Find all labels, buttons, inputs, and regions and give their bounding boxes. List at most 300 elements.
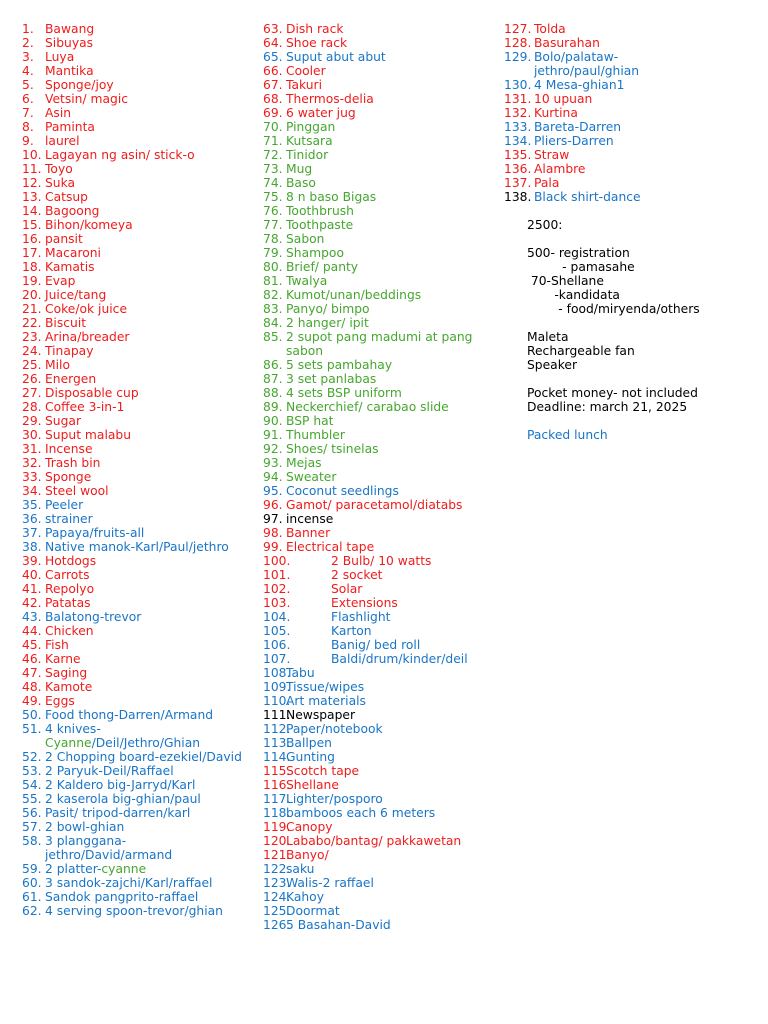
item-text-part: 6 water jug — [286, 106, 356, 120]
item-text — [45, 204, 242, 218]
item-text — [331, 582, 488, 596]
item-text-part: Toothpaste — [286, 218, 354, 232]
item-text-part: Papaya/fruits-all — [45, 526, 145, 540]
list-item — [22, 568, 242, 582]
item-number: 77. — [263, 218, 283, 232]
item-text — [286, 708, 488, 722]
item-number: 65. — [263, 50, 283, 64]
item-text-part: BSP hat — [286, 414, 334, 428]
item-text — [534, 78, 719, 92]
item-text — [534, 190, 719, 204]
list-item — [22, 372, 242, 386]
list-item — [263, 330, 488, 358]
item-text-part: Tissue/wipes — [286, 680, 365, 694]
item-text-part: Karne — [45, 652, 81, 666]
item-number: 72. — [263, 148, 283, 162]
list-item — [263, 148, 488, 162]
item-number: 102. — [263, 582, 291, 596]
item-text-part: 2 socket — [331, 568, 383, 582]
item-text — [286, 36, 488, 50]
item-text-part: 2 platter- — [45, 862, 102, 876]
list-item — [22, 554, 242, 568]
note-line: Deadline: march 21, 2025 — [527, 400, 688, 414]
item-text — [331, 554, 488, 568]
item-text-part: Biscuit — [45, 316, 87, 330]
list-item — [263, 694, 488, 708]
item-text-part: 2 kaserola big-ghian/paul — [45, 792, 201, 806]
item-text-part: Shoes/ tsinelas — [286, 442, 379, 456]
item-number: 117. — [263, 792, 291, 806]
list-item — [263, 638, 488, 652]
item-text — [534, 176, 719, 190]
list-item — [263, 162, 488, 176]
item-text-part: Macaroni — [45, 246, 101, 260]
item-text-part: Bolo/palataw-jethro/paul/ghian — [534, 50, 640, 78]
item-number: 71. — [263, 134, 283, 148]
item-text — [286, 904, 488, 918]
item-number: 69. — [263, 106, 283, 120]
item-number: 126. — [263, 918, 291, 932]
item-text — [45, 246, 242, 260]
item-text — [45, 134, 242, 148]
item-text-part: 5 sets pambahay — [286, 358, 393, 372]
list-item — [263, 918, 488, 932]
item-number: 118. — [263, 806, 291, 820]
list-item — [22, 526, 242, 540]
item-text-part: Lagayan ng asin/ stick-o — [45, 148, 195, 162]
item-text — [534, 162, 719, 176]
item-text — [45, 484, 242, 498]
item-text-part: Tinidor — [286, 148, 329, 162]
list-item — [263, 78, 488, 92]
item-text — [331, 568, 488, 582]
item-text-part: Food thong-Darren/Armand — [45, 708, 214, 722]
item-text-part: bamboos each 6 meters — [286, 806, 436, 820]
item-text-part: Toothbrush — [286, 204, 354, 218]
item-number: 32. — [22, 456, 42, 470]
item-number: 97. — [263, 512, 283, 526]
item-number: 24. — [22, 344, 42, 358]
item-text-part: Pala — [534, 176, 560, 190]
item-number: 39. — [22, 554, 42, 568]
item-number: 93. — [263, 456, 283, 470]
list-item — [22, 624, 242, 638]
item-text-part: Vetsin/ magic — [45, 92, 129, 106]
list-item — [22, 638, 242, 652]
note-line: Maleta — [527, 330, 569, 344]
list-item — [263, 64, 488, 78]
item-text — [45, 78, 242, 92]
item-text-part: laurel — [45, 134, 80, 148]
item-text-part: 2 Kaldero big-Jarryd/Karl — [45, 778, 196, 792]
item-text-part: Thermos-delia — [286, 92, 374, 106]
list-item — [263, 372, 488, 386]
item-number: 11. — [22, 162, 42, 176]
item-text — [286, 540, 488, 554]
list-item — [263, 106, 488, 120]
item-text — [45, 372, 242, 386]
item-number: 84. — [263, 316, 283, 330]
item-text — [45, 232, 242, 246]
item-number: 95. — [263, 484, 283, 498]
item-text — [45, 806, 242, 820]
item-number: 137. — [504, 176, 532, 190]
item-text-part: Suka — [45, 176, 76, 190]
item-number: 136. — [504, 162, 532, 176]
note-line: Speaker — [527, 358, 578, 372]
item-text — [45, 652, 242, 666]
list-item — [263, 610, 488, 624]
item-number: 119. — [263, 820, 291, 834]
list-item — [263, 260, 488, 274]
item-number: 35. — [22, 498, 42, 512]
item-text — [45, 64, 242, 78]
item-number: 123. — [263, 876, 291, 890]
item-number: 5. — [22, 78, 34, 92]
item-text-part: 3 planggana-jethro/David/armand — [45, 834, 173, 862]
item-number: 45. — [22, 638, 42, 652]
list-item — [263, 50, 488, 64]
item-text — [286, 792, 488, 806]
item-text — [286, 498, 488, 512]
item-number: 90. — [263, 414, 283, 428]
list-item — [263, 596, 488, 610]
item-text — [45, 316, 242, 330]
list-item — [263, 862, 488, 876]
item-text-part: Extensions — [331, 596, 398, 610]
item-text — [45, 750, 242, 764]
item-number: 18. — [22, 260, 42, 274]
item-text — [286, 414, 488, 428]
item-text-part: Flashlight — [331, 610, 391, 624]
item-text-part: Paminta — [45, 120, 95, 134]
note-line: 70-Shellane — [527, 274, 604, 288]
list-item — [263, 498, 488, 512]
list-item — [263, 232, 488, 246]
item-text-part: 3 sandok-zajchi/Karl/raffael — [45, 876, 213, 890]
list-item — [504, 50, 719, 78]
item-number: 101. — [263, 568, 291, 582]
item-text-part: 2 bowl-ghian — [45, 820, 125, 834]
list-item — [263, 848, 488, 862]
item-text — [286, 470, 488, 484]
list-item — [263, 582, 488, 596]
item-number: 80. — [263, 260, 283, 274]
item-text-part: Milo — [45, 358, 70, 372]
item-text — [45, 190, 242, 204]
item-text — [286, 890, 488, 904]
list-item — [263, 442, 488, 456]
item-text — [286, 316, 488, 330]
item-number: 56. — [22, 806, 42, 820]
item-text-part: Asin — [45, 106, 72, 120]
item-text-part: Balatong-trevor — [45, 610, 142, 624]
item-number: 131. — [504, 92, 532, 106]
list-item — [22, 792, 242, 806]
list-item — [263, 750, 488, 764]
item-text — [534, 22, 719, 36]
item-text-part: Ballpen — [286, 736, 332, 750]
item-number: 100. — [263, 554, 291, 568]
item-text-part: Bihon/komeya — [45, 218, 133, 232]
list-item — [263, 708, 488, 722]
list-item — [263, 680, 488, 694]
list-item — [22, 358, 242, 372]
list-item — [504, 162, 719, 176]
item-text-part: 2 supot pang madumi at pang sabon — [286, 330, 473, 358]
note-line: - food/miryenda/others — [527, 302, 700, 316]
item-text — [286, 148, 488, 162]
list-item — [263, 484, 488, 498]
item-text — [286, 232, 488, 246]
item-text-part: Walis-2 raffael — [286, 876, 374, 890]
item-text — [286, 274, 488, 288]
item-text-part: Suput malabu — [45, 428, 131, 442]
item-text-part: Baso — [286, 176, 316, 190]
item-number: 64. — [263, 36, 283, 50]
item-number: 16. — [22, 232, 42, 246]
item-text-part: Paper/notebook — [286, 722, 383, 736]
item-text — [45, 792, 242, 806]
item-text — [45, 106, 242, 120]
note-line — [527, 316, 757, 330]
item-text-part: strainer — [45, 512, 93, 526]
item-text-part: 2 hanger/ ipit — [286, 316, 369, 330]
item-text-part: Lababo/bantag/ pakkawetan — [286, 834, 462, 848]
list-item — [263, 400, 488, 414]
item-text — [286, 64, 488, 78]
item-text — [45, 904, 242, 918]
item-number: 66. — [263, 64, 283, 78]
item-number: 88. — [263, 386, 283, 400]
list-item — [263, 470, 488, 484]
list-item — [504, 120, 719, 134]
item-text-part: 4 knives- — [45, 722, 101, 736]
item-number: 54. — [22, 778, 42, 792]
item-text-part: Shampoo — [286, 246, 344, 260]
item-text-part: Chicken — [45, 624, 94, 638]
note-line: 500- registration — [527, 246, 630, 260]
item-text — [45, 162, 242, 176]
item-text-part: Baldi/drum/kinder/deil — [331, 652, 468, 666]
item-text-part: Straw — [534, 148, 570, 162]
item-text-part: /Deil/Jethro/Ghian — [91, 736, 201, 750]
item-number: 78. — [263, 232, 283, 246]
item-number: 135. — [504, 148, 532, 162]
item-number: 27. — [22, 386, 42, 400]
item-text — [286, 526, 488, 540]
item-number: 2. — [22, 36, 34, 50]
list-item — [22, 764, 242, 778]
item-text — [286, 22, 488, 36]
list-item — [22, 778, 242, 792]
list-item — [22, 246, 242, 260]
item-text-part: 10 upuan — [534, 92, 593, 106]
item-number: 113. — [263, 736, 291, 750]
item-text-part: Sweater — [286, 470, 337, 484]
item-number: 130. — [504, 78, 532, 92]
item-text — [286, 736, 488, 750]
item-number: 34. — [22, 484, 42, 498]
item-text — [45, 344, 242, 358]
item-text — [45, 22, 242, 36]
item-number: 85. — [263, 330, 283, 344]
item-number: 58. — [22, 834, 42, 848]
item-number: 20. — [22, 288, 42, 302]
list-item — [22, 288, 242, 302]
item-text-part: Thumbler — [286, 428, 345, 442]
item-number: 10. — [22, 148, 42, 162]
item-text — [286, 848, 488, 862]
item-number: 9. — [22, 134, 34, 148]
list-item — [263, 512, 488, 526]
list-item — [22, 512, 242, 526]
list-item — [263, 834, 488, 848]
list-item — [22, 162, 242, 176]
item-number: 25. — [22, 358, 42, 372]
list-item — [22, 190, 242, 204]
item-number: 99. — [263, 540, 283, 554]
list-item — [263, 554, 488, 568]
item-text-part: Kahoy — [286, 890, 324, 904]
item-text — [286, 680, 488, 694]
list-item — [263, 526, 488, 540]
list-item — [263, 302, 488, 316]
item-text-part: Toyo — [45, 162, 73, 176]
item-number: 70. — [263, 120, 283, 134]
item-number: 52. — [22, 750, 42, 764]
item-number: 26. — [22, 372, 42, 386]
item-number: 128. — [504, 36, 532, 50]
list-item — [22, 498, 242, 512]
item-text — [286, 484, 488, 498]
item-number: 42. — [22, 596, 42, 610]
item-text-part: Suput abut abut — [286, 50, 386, 64]
item-text-part: Electrical tape — [286, 540, 375, 554]
item-text — [286, 190, 488, 204]
item-number: 68. — [263, 92, 283, 106]
item-text — [45, 526, 242, 540]
item-number: 133. — [504, 120, 532, 134]
list-item — [263, 568, 488, 582]
item-text — [45, 456, 242, 470]
list-item — [263, 120, 488, 134]
item-text — [45, 288, 242, 302]
item-text — [45, 358, 242, 372]
budget-notes — [527, 218, 757, 442]
item-text-part: Cooler — [286, 64, 326, 78]
item-number: 50. — [22, 708, 42, 722]
list-item — [22, 666, 242, 680]
item-text — [534, 120, 719, 134]
item-number: 112. — [263, 722, 291, 736]
item-text — [45, 778, 242, 792]
item-text — [286, 92, 488, 106]
item-number: 46. — [22, 652, 42, 666]
item-text-part: 2 Paryuk-Deil/Raffael — [45, 764, 174, 778]
item-text — [534, 36, 719, 50]
item-text — [286, 260, 488, 274]
list-item — [263, 22, 488, 36]
item-number: 62. — [22, 904, 42, 918]
list-item — [22, 78, 242, 92]
list-item — [22, 484, 242, 498]
list-item — [22, 680, 242, 694]
item-text — [45, 442, 242, 456]
item-number: 61. — [22, 890, 42, 904]
item-text — [331, 638, 488, 652]
list-item — [22, 652, 242, 666]
item-text — [286, 442, 488, 456]
item-text-part: Kurtina — [534, 106, 578, 120]
item-text-part: Kamatis — [45, 260, 95, 274]
item-text-part: 8 n baso Bigas — [286, 190, 377, 204]
list-item — [263, 428, 488, 442]
item-text — [45, 540, 242, 554]
item-number: 92. — [263, 442, 283, 456]
list-item — [504, 36, 719, 50]
item-text-part: Luya — [45, 50, 75, 64]
item-number: 59. — [22, 862, 42, 876]
item-text-part: Sandok pangprito-raffael — [45, 890, 199, 904]
list-item — [22, 904, 242, 918]
item-number: 31. — [22, 442, 42, 456]
list-item — [22, 260, 242, 274]
item-number: 40. — [22, 568, 42, 582]
list-item — [22, 386, 242, 400]
list-item — [22, 218, 242, 232]
item-text-part: Panyo/ bimpo — [286, 302, 370, 316]
item-text — [45, 512, 242, 526]
list-item — [22, 890, 242, 904]
list-item — [504, 78, 719, 92]
item-text-part: Shellane — [286, 778, 339, 792]
item-number: 111. — [263, 708, 291, 722]
item-text — [286, 512, 488, 526]
item-number: 87. — [263, 372, 283, 386]
note-line — [527, 372, 757, 386]
item-text-part: Pinggan — [286, 120, 336, 134]
item-number: 132. — [504, 106, 532, 120]
item-text-part: Coffee 3-in-1 — [45, 400, 125, 414]
item-text — [45, 764, 242, 778]
item-text-part: Catsup — [45, 190, 88, 204]
item-text — [286, 204, 488, 218]
item-number: 125. — [263, 904, 291, 918]
note-line: Pocket money- not included — [527, 386, 698, 400]
note-line: Rechargeable fan — [527, 344, 635, 358]
item-text — [45, 834, 242, 862]
list-item — [22, 428, 242, 442]
list-item — [263, 92, 488, 106]
list-item — [263, 190, 488, 204]
item-text-part: Solar — [331, 582, 363, 596]
list-item — [263, 246, 488, 260]
list-item — [263, 666, 488, 680]
list-item — [263, 736, 488, 750]
list-item — [504, 148, 719, 162]
note-line: Packed lunch — [527, 428, 608, 442]
item-number: 12. — [22, 176, 42, 190]
item-text — [45, 176, 242, 190]
item-text — [45, 680, 242, 694]
item-text-part: Shoe rack — [286, 36, 348, 50]
list-item — [22, 22, 242, 36]
list-item — [22, 148, 242, 162]
item-number: 30. — [22, 428, 42, 442]
item-text — [45, 302, 242, 316]
item-number: 8. — [22, 120, 34, 134]
